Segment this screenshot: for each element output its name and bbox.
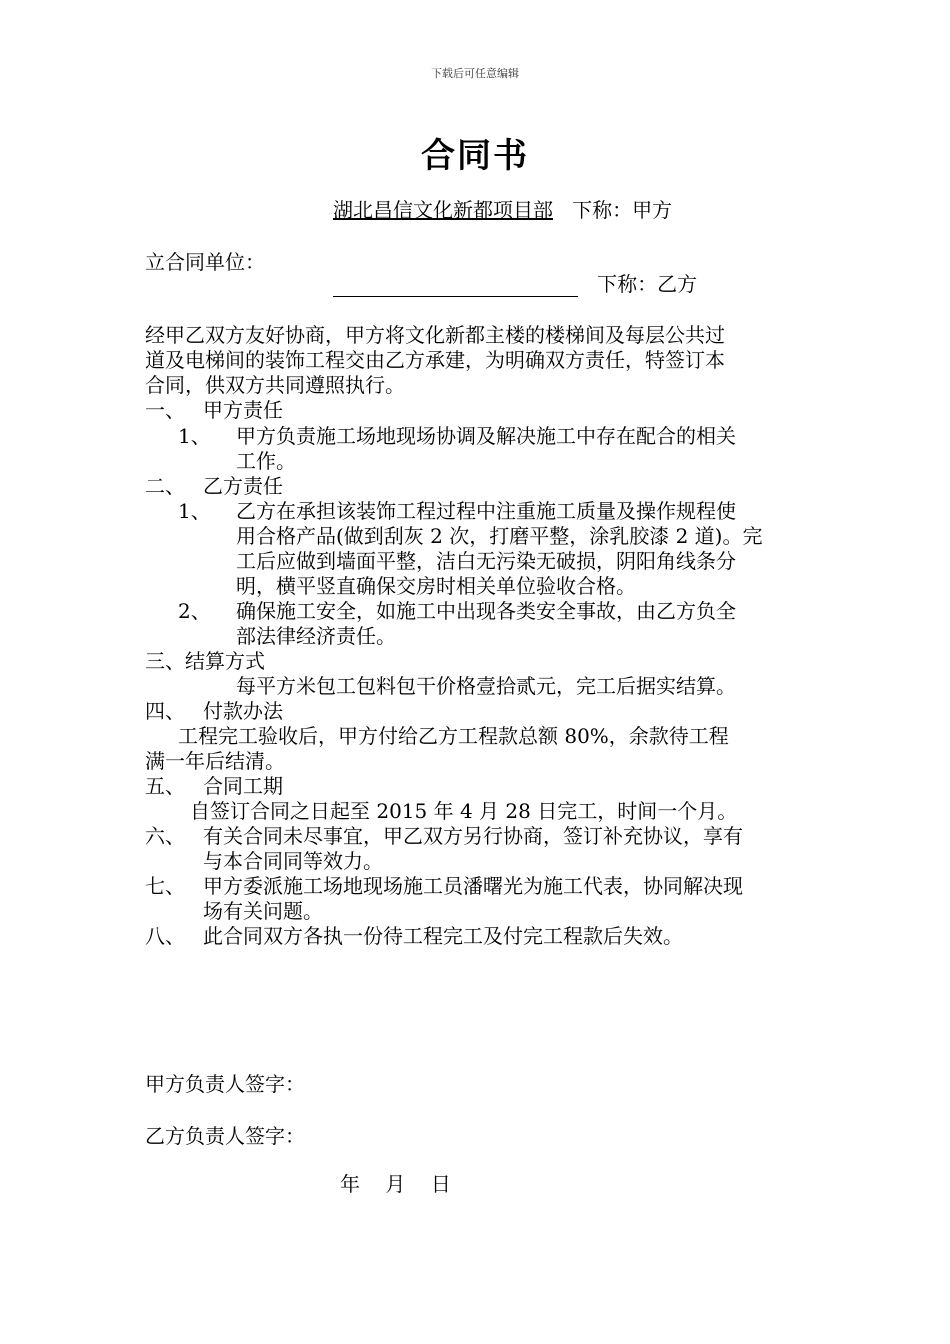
section-7-number: 七、 — [145, 874, 185, 898]
section-4-title: 付款办法 — [203, 699, 283, 723]
document-title: 合同书 — [421, 136, 529, 176]
s2-item-1-line-4: 明，横平竖直确保交房时相关单位验收合格。 — [236, 574, 636, 598]
party-a-signature-label: 甲方负责人签字： — [145, 1072, 305, 1096]
party-b-line — [333, 272, 697, 297]
s1-item-1-number: 1、 — [178, 424, 211, 448]
section-5-title: 合同工期 — [203, 774, 283, 798]
section-2-heading — [145, 474, 283, 499]
section-4-line-2: 满一年后结清。 — [145, 749, 285, 773]
s2-item-2-line-1: 确保施工安全，如施工中出现各类安全事故，由乙方负全 — [236, 599, 736, 623]
party-a-name: 湖北昌信文化新都项目部 — [333, 198, 553, 222]
section-1-number: 一、 — [145, 398, 185, 422]
section-6-line-1: 有关合同未尽事宜，甲乙双方另行协商，签订补充协议，享有 — [203, 824, 743, 848]
intro-line-2: 道及电梯间的装饰工程交由乙方承建，为明确双方责任，特签订本 — [145, 348, 725, 372]
section-7-line-2: 场有关问题。 — [203, 899, 323, 923]
party-b-alias: 下称：乙方 — [597, 272, 698, 296]
s2-item-2-line-2: 部法律经济责任。 — [236, 624, 396, 648]
header-note: 下载后可任意编辑 — [431, 67, 519, 80]
s2-item-1-line-3: 工后应做到墙面平整，洁白无污染无破损，阴阳角线条分 — [236, 549, 736, 573]
contract-unit-label: 立合同单位： — [145, 250, 265, 274]
section-5-heading — [145, 774, 283, 799]
section-4-line-1: 工程完工验收后，甲方付给乙方工程款总额 80%，余款待工程 — [178, 724, 729, 748]
s2-item-1-line-1: 乙方在承担该装饰工程过程中注重施工质量及操作规程使 — [236, 499, 736, 523]
section-2-number: 二、 — [145, 474, 185, 498]
section-8-number: 八、 — [145, 924, 185, 948]
s2-item-1-number: 1、 — [178, 499, 211, 523]
s1-item-1-line-2: 工作。 — [236, 449, 296, 473]
section-6-number: 六、 — [145, 824, 185, 848]
section-3-heading — [145, 649, 265, 674]
section-3-text: 每平方米包工包料包干价格壹拾贰元，完工后据实结算。 — [236, 674, 736, 698]
section-5-number: 五、 — [145, 774, 185, 798]
section-3-number: 三、 — [145, 649, 185, 673]
section-8-text: 此合同双方各执一份待工程完工及付完工程款后失效。 — [203, 924, 683, 948]
party-b-signature-label: 乙方负责人签字： — [145, 1124, 305, 1148]
s2-item-2-number: 2、 — [178, 599, 211, 623]
s2-item-1-line-2: 用合格产品(做到刮灰 2 次，打磨平整，涂乳胶漆 2 道)。完 — [236, 524, 763, 548]
section-3-title: 结算方式 — [185, 649, 265, 673]
party-a-alias: 下称：甲方 — [572, 198, 673, 222]
signature-date: 年 月 日 — [340, 1172, 451, 1196]
section-7-line-1: 甲方委派施工场地现场施工员潘曙光为施工代表，协同解决现 — [203, 874, 743, 898]
s1-item-1-line-1: 甲方负责施工场地现场协调及解决施工中存在配合的相关 — [236, 424, 736, 448]
party-b-blank — [333, 274, 578, 297]
section-5-text: 自签订合同之日起至 2015 年 4 月 28 日完工，时间一个月。 — [190, 799, 738, 823]
section-6-line-2: 与本合同同等效力。 — [203, 849, 383, 873]
section-2-title: 乙方责任 — [203, 474, 283, 498]
section-4-heading — [145, 699, 283, 724]
section-1-heading — [145, 398, 283, 423]
section-1-title: 甲方责任 — [203, 398, 283, 422]
intro-line-1: 经甲乙双方友好协商，甲方将文化新都主楼的楼梯间及每层公共过 — [145, 323, 725, 347]
section-4-number: 四、 — [145, 699, 185, 723]
party-a-line — [333, 198, 672, 223]
intro-line-3: 合同，供双方共同遵照执行。 — [145, 373, 405, 397]
